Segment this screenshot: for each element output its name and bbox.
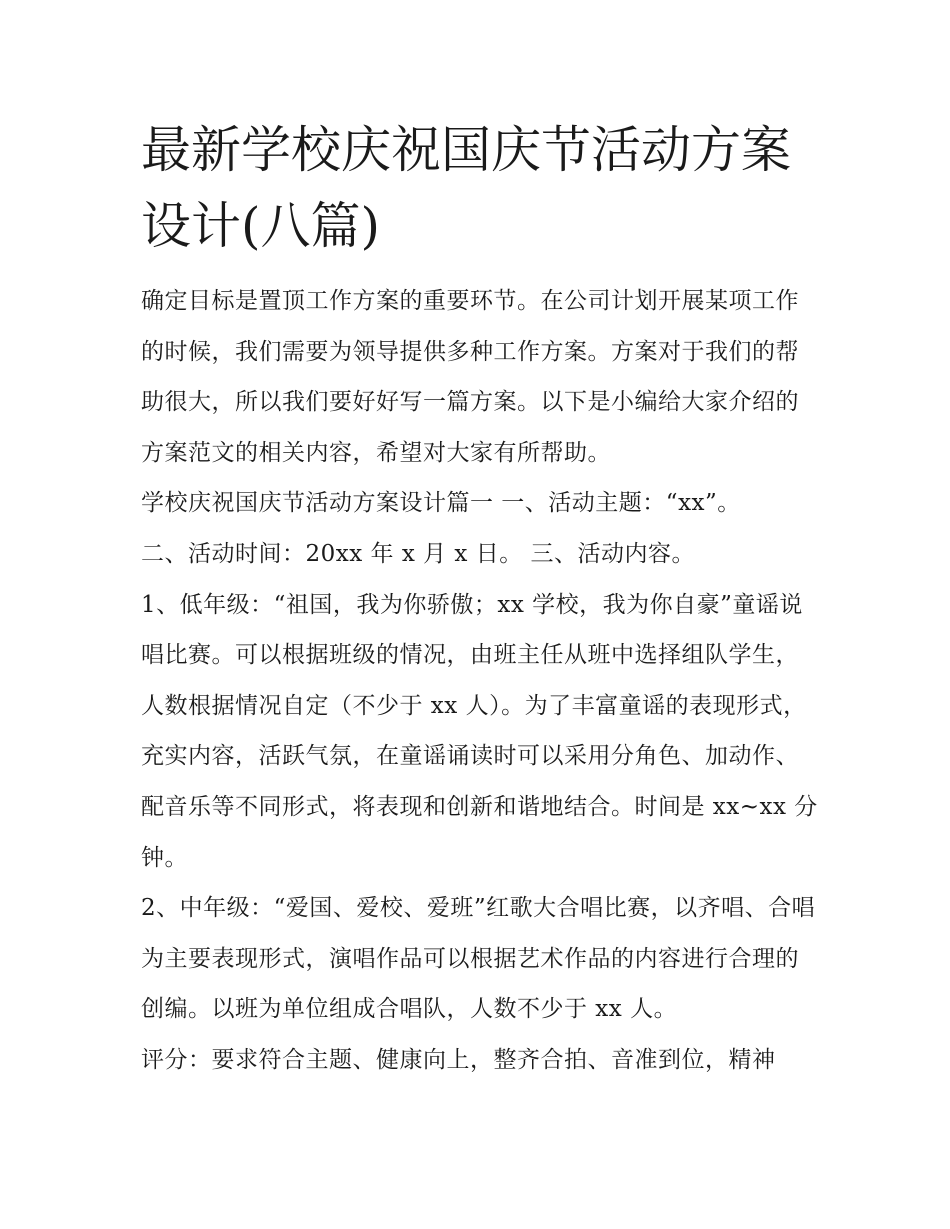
paragraph-intro: 确定目标是置顶工作方案的重要环节。在公司计划开展某项工作的时候，我们需要为领导提供多种工作方案。方案对于我们的帮助很大，所以我们要好好写一篇方案。以下是小编给大家介绍的方案范文的相关内容，希望对大家有所帮助。	[141, 288, 799, 466]
document-title: 最新学校庆祝国庆节活动方案设计(八篇)	[141, 121, 791, 255]
document-content	[141, 112, 821, 1086]
paragraph-scoring: 评分：要求符合主题、健康向上，整齐合拍、音准到位，精神	[141, 1046, 776, 1073]
document-body	[141, 276, 821, 1086]
paragraph-theme: 学校庆祝国庆节活动方案设计篇一 一、活动主题：“xx”。	[141, 490, 741, 517]
paragraph-lower-grade: 1、低年级：“祖国，我为你骄傲；xx 学校，我为你自豪”童谣说唱比赛。可以根据班级的情况，由班主任从班中选择组队学生，人数根据情况自定（不少于 xx 人）。为了丰富童谣的表现形式，充实内容，活跃气氛，在童谣诵读时可以采用分角色、加动作、配音乐等不同形式，将表现和创新和谐地结合。时间是 xx~xx 分钟。	[141, 591, 818, 871]
paragraph-time: 二、活动时间：20xx 年 x 月 x 日。 三、活动内容。	[141, 540, 696, 567]
paragraph-middle-grade: 2、中年级：“爱国、爱校、爱班”红歌大合唱比赛，以齐唱、合唱为主要表现形式，演唱作品可以根据艺术作品的内容进行合理的创编。以班为单位组成合唱队，人数不少于 xx 人。	[141, 895, 816, 1023]
